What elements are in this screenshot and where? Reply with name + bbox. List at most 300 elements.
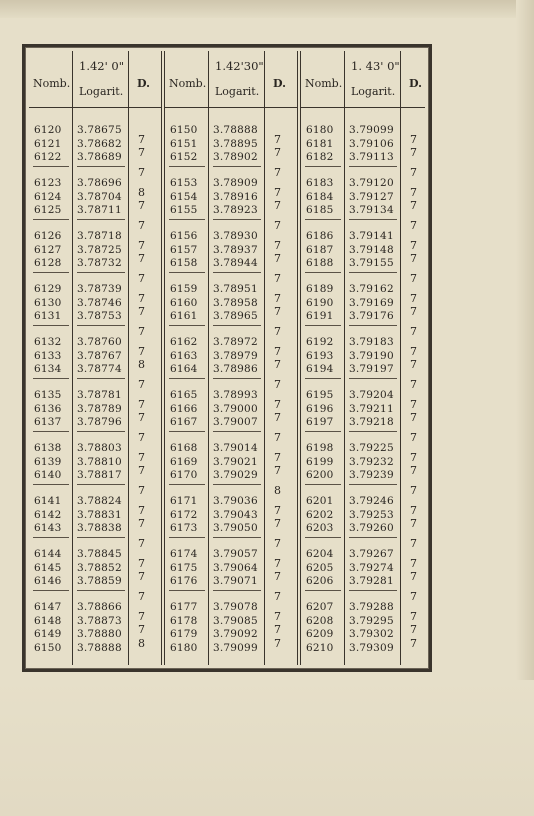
logarithm-value: 3.78817 (77, 469, 122, 481)
logarithm-value: 3.79078 (213, 601, 258, 613)
logarithm-value: 3.78965 (213, 310, 258, 322)
difference-value: 7 (138, 132, 146, 146)
difference-value: 7 (138, 238, 146, 252)
difference-value: 7 (138, 556, 146, 570)
difference-column (401, 51, 425, 665)
difference-value: 7 (410, 484, 418, 497)
log-table-frame (22, 44, 432, 672)
time-header: 1. 43' 0" (351, 59, 400, 73)
nomb-value: 6147 (34, 601, 62, 613)
logarithm-value: 3.79232 (349, 455, 394, 468)
logarithm-value: 3.79183 (349, 336, 394, 348)
difference-value: 7 (138, 503, 146, 517)
difference-value: 7 (410, 431, 418, 444)
block-rule (305, 378, 341, 379)
block-rule (33, 219, 69, 220)
nomb-value: 6187 (306, 243, 334, 256)
difference-value: 7 (138, 305, 146, 319)
difference-value: 8 (138, 358, 146, 372)
logarithm-value: 3.79085 (213, 614, 258, 627)
nomb-value: 6178 (170, 614, 198, 627)
logarithm-column (345, 51, 401, 665)
block-rule (77, 431, 125, 432)
block-rule (305, 166, 341, 167)
difference-value: 7 (410, 252, 418, 266)
difference-value: 7 (274, 166, 282, 179)
nomb-value: 6154 (170, 190, 198, 203)
nomb-value: 6191 (306, 310, 334, 322)
difference-value: 7 (274, 411, 282, 425)
logarithm-value: 3.78704 (77, 190, 122, 203)
nomb-value: 6140 (34, 469, 62, 481)
logarithm-value: 3.78993 (213, 389, 258, 401)
nomb-value: 6132 (34, 336, 62, 348)
difference-value: 7 (138, 537, 146, 550)
logarithm-value: 3.79253 (349, 508, 394, 521)
logarithm-value: 3.79225 (349, 442, 394, 454)
nomb-value: 6174 (170, 548, 198, 560)
logarithm-value: 3.79148 (349, 243, 394, 256)
block-rule (77, 537, 125, 538)
difference-value: 7 (410, 291, 418, 305)
difference-value: 7 (274, 450, 282, 464)
logarithm-value: 3.78796 (77, 416, 122, 428)
header-rule (345, 107, 400, 108)
nomb-value: 6186 (306, 230, 334, 242)
nomb-value: 6146 (34, 575, 62, 587)
difference-value: 8 (138, 636, 146, 650)
logarithm-value: 3.78880 (77, 628, 122, 640)
difference-value: 7 (274, 305, 282, 319)
nomb-value: 6157 (170, 243, 198, 256)
logarithm-value: 3.78852 (77, 561, 122, 574)
difference-value: 7 (274, 590, 282, 603)
column-group-2 (165, 51, 297, 665)
difference-value: 7 (274, 185, 282, 199)
nomb-value: 6198 (306, 442, 334, 454)
difference-value: 7 (138, 146, 146, 160)
logarithm-value: 3.79134 (349, 204, 394, 216)
logarithm-value: 3.78937 (213, 243, 258, 256)
logarithm-value: 3.78781 (77, 389, 122, 401)
logarithm-value: 3.79064 (213, 561, 258, 574)
difference-value: 7 (138, 219, 146, 232)
difference-value: 7 (410, 590, 418, 603)
nomb-value: 6163 (170, 349, 198, 362)
nomb-value: 6138 (34, 442, 62, 454)
difference-value: 7 (410, 199, 418, 213)
nomb-column (301, 51, 345, 665)
logarithm-value: 3.78923 (213, 204, 258, 216)
nomb-value: 6183 (306, 177, 334, 189)
difference-value: 7 (410, 503, 418, 517)
logarithm-value: 3.78789 (77, 402, 122, 415)
nomb-column (165, 51, 209, 665)
header-rule (73, 107, 128, 108)
nomb-value: 6184 (306, 190, 334, 203)
logarithm-value: 3.78944 (213, 257, 258, 269)
nomb-value: 6205 (306, 561, 334, 574)
nomb-value: 6199 (306, 455, 334, 468)
nomb-value: 6121 (34, 137, 62, 150)
nomb-value: 6143 (34, 522, 62, 534)
difference-value: 7 (274, 344, 282, 358)
difference-value: 7 (274, 609, 282, 623)
difference-value: 7 (410, 166, 418, 179)
logarithm-value: 3.78767 (77, 349, 122, 362)
nomb-value: 6195 (306, 389, 334, 401)
logarithm-value: 3.79106 (349, 137, 394, 150)
logarithm-header: Logarit. (215, 85, 260, 98)
logarithm-value: 3.79000 (213, 402, 258, 415)
difference-header: D. (273, 77, 286, 90)
difference-value: 7 (410, 185, 418, 199)
difference-value: 7 (274, 623, 282, 637)
logarithm-value: 3.79267 (349, 548, 394, 560)
difference-value: 7 (274, 378, 282, 391)
logarithm-value: 3.79092 (213, 628, 258, 640)
difference-value: 7 (274, 537, 282, 550)
nomb-value: 6144 (34, 548, 62, 560)
logarithm-value: 3.79099 (349, 124, 394, 136)
difference-value: 7 (138, 252, 146, 266)
logarithm-value: 3.78902 (213, 151, 258, 163)
nomb-value: 6160 (170, 296, 198, 309)
logarithm-value: 3.78682 (77, 137, 122, 150)
nomb-value: 6185 (306, 204, 334, 216)
block-rule (213, 484, 261, 485)
nomb-value: 6137 (34, 416, 62, 428)
block-rule (305, 484, 341, 485)
block-rule (77, 166, 125, 167)
logarithm-value: 3.78888 (77, 641, 122, 654)
nomb-value: 6165 (170, 389, 198, 401)
block-rule (169, 590, 205, 591)
logarithm-value: 3.78873 (77, 614, 122, 627)
difference-header: D. (409, 77, 422, 90)
logarithm-value: 3.78675 (77, 124, 122, 136)
nomb-value: 6159 (170, 283, 198, 295)
block-rule (33, 166, 69, 167)
block-rule (305, 590, 341, 591)
difference-value: 7 (274, 358, 282, 372)
difference-value: 7 (274, 132, 282, 146)
nomb-value: 6200 (306, 469, 334, 481)
logarithm-value: 3.79127 (349, 190, 394, 203)
difference-value: 7 (138, 344, 146, 358)
nomb-value: 6194 (306, 363, 334, 375)
logarithm-value: 3.78845 (77, 548, 122, 560)
logarithm-value: 3.78909 (213, 177, 258, 189)
difference-value: 7 (138, 199, 146, 213)
block-rule (305, 537, 341, 538)
block-rule (33, 431, 69, 432)
difference-value: 7 (410, 378, 418, 391)
nomb-value: 6120 (34, 124, 62, 136)
nomb-value: 6209 (306, 628, 334, 640)
logarithm-value: 3.79239 (349, 469, 394, 481)
logarithm-value: 3.79014 (213, 442, 258, 454)
logarithm-value: 3.79281 (349, 575, 394, 587)
block-rule (213, 272, 261, 273)
block-rule (349, 272, 397, 273)
nomb-value: 6134 (34, 363, 62, 375)
block-rule (349, 484, 397, 485)
nomb-header: Nomb. (33, 77, 71, 90)
nomb-value: 6190 (306, 296, 334, 309)
nomb-value: 6130 (34, 296, 62, 309)
difference-value: 7 (274, 252, 282, 266)
header-rule (129, 107, 161, 108)
nomb-value: 6153 (170, 177, 198, 189)
logarithm-value: 3.79120 (349, 177, 394, 189)
nomb-value: 6202 (306, 508, 334, 521)
logarithm-value: 3.79190 (349, 349, 394, 362)
nomb-value: 6177 (170, 601, 198, 613)
nomb-value: 6150 (170, 124, 198, 136)
header-rule (401, 107, 425, 108)
difference-value: 7 (274, 517, 282, 531)
logarithm-value: 3.78979 (213, 349, 258, 362)
block-rule (213, 325, 261, 326)
block-rule (169, 537, 205, 538)
block-rule (349, 431, 397, 432)
logarithm-value: 3.79246 (349, 495, 394, 507)
difference-value: 7 (274, 503, 282, 517)
header-rule (209, 107, 264, 108)
logarithm-value: 3.79113 (349, 151, 394, 163)
difference-value: 7 (138, 272, 146, 285)
difference-value: 7 (410, 219, 418, 232)
nomb-value: 6126 (34, 230, 62, 242)
nomb-value: 6136 (34, 402, 62, 415)
block-rule (349, 537, 397, 538)
logarithm-header: Logarit. (79, 85, 124, 98)
block-rule (77, 378, 125, 379)
difference-value: 7 (138, 431, 146, 444)
nomb-value: 6182 (306, 151, 334, 163)
difference-column (129, 51, 161, 665)
block-rule (169, 272, 205, 273)
nomb-value: 6189 (306, 283, 334, 295)
block-rule (169, 325, 205, 326)
block-rule (33, 484, 69, 485)
nomb-value: 6151 (170, 137, 198, 150)
logarithm-value: 3.78753 (77, 310, 122, 322)
nomb-value: 6152 (170, 151, 198, 163)
block-rule (169, 219, 205, 220)
logarithm-value: 3.78986 (213, 363, 258, 375)
logarithm-value: 3.78689 (77, 151, 122, 163)
logarithm-value: 3.79302 (349, 628, 394, 640)
nomb-value: 6141 (34, 495, 62, 507)
block-rule (213, 166, 261, 167)
block-rule (33, 537, 69, 538)
difference-value: 7 (410, 556, 418, 570)
logarithm-value: 3.79218 (349, 416, 394, 428)
difference-value: 7 (274, 291, 282, 305)
difference-value: 7 (274, 397, 282, 411)
logarithm-header: Logarit. (351, 85, 396, 98)
nomb-value: 6148 (34, 614, 62, 627)
logarithm-value: 3.78732 (77, 257, 122, 269)
nomb-value: 6131 (34, 310, 62, 322)
nomb-value: 6197 (306, 416, 334, 428)
block-rule (349, 166, 397, 167)
nomb-value: 6149 (34, 628, 62, 640)
difference-value: 7 (410, 238, 418, 252)
logarithm-value: 3.78739 (77, 283, 122, 295)
logarithm-value: 3.79169 (349, 296, 394, 309)
difference-value: 7 (410, 132, 418, 146)
block-rule (213, 378, 261, 379)
logarithm-value: 3.78725 (77, 243, 122, 256)
nomb-value: 6206 (306, 575, 334, 587)
nomb-header: Nomb. (305, 77, 343, 90)
difference-value: 7 (138, 325, 146, 338)
nomb-value: 6135 (34, 389, 62, 401)
difference-value: 7 (138, 484, 146, 497)
difference-value: 8 (138, 185, 146, 199)
difference-value: 7 (138, 397, 146, 411)
nomb-value: 6176 (170, 575, 198, 587)
logarithm-value: 3.79141 (349, 230, 394, 242)
block-rule (305, 431, 341, 432)
difference-value: 7 (274, 272, 282, 285)
header-rule (265, 107, 297, 108)
logarithm-value: 3.78696 (77, 177, 122, 189)
difference-value: 7 (410, 411, 418, 425)
logarithm-value: 3.79288 (349, 601, 394, 613)
block-rule (349, 378, 397, 379)
nomb-value: 6180 (306, 124, 334, 136)
logarithm-value: 3.78866 (77, 601, 122, 613)
logarithm-value: 3.78972 (213, 336, 258, 348)
nomb-header: Nomb. (169, 77, 207, 90)
difference-value: 7 (410, 325, 418, 338)
nomb-value: 6129 (34, 283, 62, 295)
difference-value: 7 (410, 609, 418, 623)
logarithm-value: 3.78760 (77, 336, 122, 348)
difference-value: 8 (274, 484, 282, 497)
page-top-edge (0, 0, 534, 18)
nomb-value: 6164 (170, 363, 198, 375)
block-rule (77, 272, 125, 273)
logarithm-value: 3.79050 (213, 522, 258, 534)
nomb-value: 6201 (306, 495, 334, 507)
difference-header: D. (137, 77, 150, 90)
difference-value: 7 (138, 590, 146, 603)
block-rule (33, 590, 69, 591)
logarithm-value: 3.79295 (349, 614, 394, 627)
logarithm-value: 3.78916 (213, 190, 258, 203)
logarithm-table (29, 51, 425, 665)
logarithm-value: 3.79162 (349, 283, 394, 295)
block-rule (169, 431, 205, 432)
difference-value: 7 (138, 464, 146, 478)
nomb-value: 6123 (34, 177, 62, 189)
difference-value: 7 (138, 378, 146, 391)
nomb-value: 6156 (170, 230, 198, 242)
block-rule (77, 590, 125, 591)
nomb-value: 6204 (306, 548, 334, 560)
logarithm-value: 3.79176 (349, 310, 394, 322)
logarithm-value: 3.78951 (213, 283, 258, 295)
difference-value: 7 (410, 397, 418, 411)
block-rule (349, 590, 397, 591)
difference-value: 7 (138, 291, 146, 305)
block-rule (169, 166, 205, 167)
block-rule (349, 325, 397, 326)
logarithm-value: 3.79211 (349, 402, 394, 415)
difference-value: 7 (410, 146, 418, 160)
difference-value: 7 (274, 325, 282, 338)
difference-value: 7 (274, 238, 282, 252)
logarithm-value: 3.79036 (213, 495, 258, 507)
nomb-value: 6150 (34, 641, 62, 654)
logarithm-value: 3.79043 (213, 508, 258, 521)
logarithm-value: 3.79204 (349, 389, 394, 401)
difference-value: 7 (138, 517, 146, 531)
logarithm-value: 3.79309 (349, 641, 394, 654)
logarithm-value: 3.79007 (213, 416, 258, 428)
logarithm-value: 3.78803 (77, 442, 122, 454)
header-rule (165, 107, 208, 108)
block-rule (33, 272, 69, 273)
difference-value: 7 (274, 431, 282, 444)
difference-value: 7 (274, 219, 282, 232)
difference-value: 7 (138, 450, 146, 464)
logarithm-value: 3.78746 (77, 296, 122, 309)
nomb-value: 6161 (170, 310, 198, 322)
block-rule (213, 590, 261, 591)
nomb-value: 6169 (170, 455, 198, 468)
time-header: 1.42'30" (215, 59, 264, 73)
nomb-value: 6155 (170, 204, 198, 216)
nomb-value: 6139 (34, 455, 62, 468)
nomb-value: 6208 (306, 614, 334, 627)
nomb-value: 6193 (306, 349, 334, 362)
difference-value: 7 (410, 636, 418, 650)
nomb-value: 6173 (170, 522, 198, 534)
block-rule (305, 219, 341, 220)
difference-value: 7 (410, 570, 418, 584)
nomb-value: 6167 (170, 416, 198, 428)
nomb-value: 6179 (170, 628, 198, 640)
difference-value: 7 (410, 358, 418, 372)
nomb-value: 6188 (306, 257, 334, 269)
block-rule (213, 537, 261, 538)
block-rule (305, 325, 341, 326)
block-rule (213, 219, 261, 220)
nomb-value: 6181 (306, 137, 334, 150)
nomb-column (29, 51, 73, 665)
nomb-value: 6122 (34, 151, 62, 163)
difference-value: 7 (410, 305, 418, 319)
difference-value: 7 (410, 517, 418, 531)
logarithm-value: 3.79274 (349, 561, 394, 574)
nomb-value: 6196 (306, 402, 334, 415)
logarithm-value: 3.79260 (349, 522, 394, 534)
difference-column (265, 51, 297, 665)
difference-value: 7 (274, 199, 282, 213)
difference-value: 7 (410, 537, 418, 550)
logarithm-value: 3.78824 (77, 495, 122, 507)
page-margin (0, 680, 534, 816)
logarithm-value: 3.78895 (213, 137, 258, 150)
column-group-1 (29, 51, 161, 665)
difference-value: 7 (138, 411, 146, 425)
